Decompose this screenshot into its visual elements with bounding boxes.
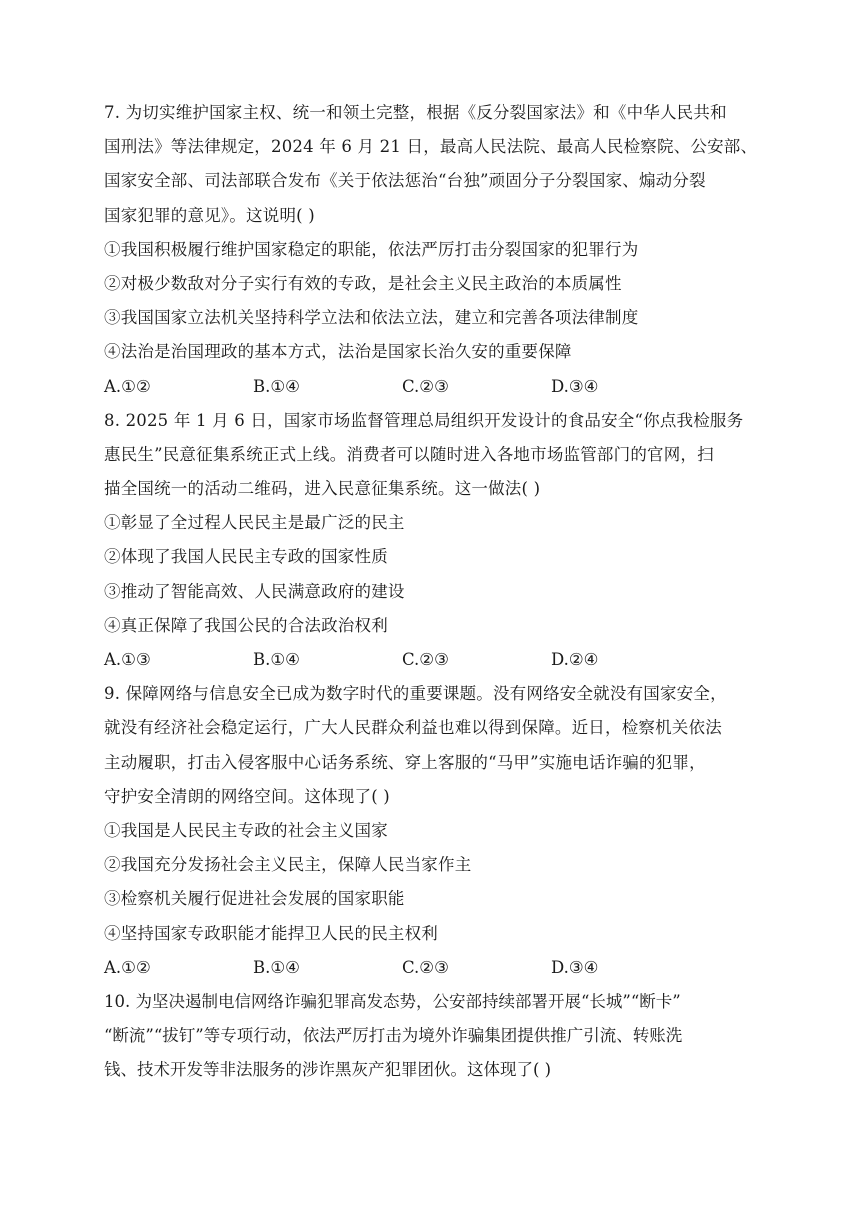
- statement-1: ①我国积极履行维护国家稳定的职能，依法严厉打击分裂国家的犯罪行为: [104, 239, 639, 259]
- question-stem-line: 国家安全部、司法部联合发布《关于依法惩治“台独”顽固分子分裂国家、煽动分裂: [104, 171, 706, 191]
- statement-3: ③检察机关履行促进社会发展的国家职能: [104, 889, 405, 909]
- question-stem-line: 守护安全清朗的网络空间。这体现了( ): [104, 786, 390, 806]
- question-10: [104, 985, 776, 1088]
- statement-1: ①彰显了全过程人民民主是最广泛的民主: [104, 513, 405, 533]
- option-a: A.①②: [104, 376, 151, 396]
- statement-4: ④真正保障了我国公民的合法政治权利: [104, 615, 388, 635]
- answer-options: [104, 370, 776, 404]
- answer-options: [104, 951, 776, 985]
- option-d: D.③④: [551, 957, 599, 977]
- statement-2: ②体现了我国人民民主专政的国家性质: [104, 547, 388, 567]
- answer-options: [104, 643, 776, 677]
- option-c: C.②③: [402, 650, 449, 669]
- statement-2: ②对极少数敌对分子实行有效的专政，是社会主义民主政治的本质属性: [104, 273, 622, 293]
- question-7: [104, 96, 776, 404]
- question-stem-line: 主动履职，打击入侵客服中心话务系统、穿上客服的“马甲”实施电话诈骗的犯罪，: [104, 752, 706, 772]
- question-stem-line: 7. 为切实维护国家主权、统一和领土完整，根据《反分裂国家法》和《中华人民共和: [104, 103, 727, 122]
- question-8: [104, 404, 776, 678]
- option-b: B.①④: [253, 650, 300, 669]
- question-stem-line: “断流”“拔钉”等专项行动，依法严厉打击为境外诈骗集团提供推广引流、转账洗: [104, 1026, 683, 1046]
- statement-2: ②我国充分发扬社会主义民主，保障人民当家作主: [104, 855, 472, 875]
- question-stem-line: 就没有经济社会稳定运行，广大人民群众利益也难以得到保障。近日，检察机关依法: [104, 718, 722, 738]
- statement-3: ③推动了智能高效、人民满意政府的建设: [104, 581, 405, 601]
- option-b: B.①④: [253, 376, 300, 396]
- exam-page: [104, 96, 776, 1087]
- question-stem-line: 描全国统一的活动二维码，进入民意征集系统。这一做法( ): [104, 479, 541, 499]
- question-stem-line: 8. 2025 年 1 月 6 日，国家市场监督管理总局组织开发设计的食品安全“你点我检服务: [104, 410, 744, 430]
- statement-4: ④坚持国家专政职能才能捍卫人民的民主权利: [104, 923, 438, 943]
- statement-4: ④法治是治国理政的基本方式，法治是国家长治久安的重要保障: [104, 342, 572, 362]
- question-stem-line: 惠民生”民意征集系统正式上线。消费者可以随时进入各地市场监管部门的官网，扫: [104, 444, 714, 464]
- question-stem-line: 国刑法》等法律规定，2024 年 6 月 21 日，最高人民法院、最高人民检察院、公安部、: [104, 137, 758, 157]
- option-c: C.②③: [402, 376, 449, 396]
- option-c: C.②③: [402, 957, 449, 977]
- question-stem-line: 钱、技术开发等非法服务的涉诈黑灰产犯罪团伙。这体现了( ): [104, 1060, 552, 1080]
- statement-3: ③我国国家立法机关坚持科学立法和依法立法，建立和完善各项法律制度: [104, 308, 639, 328]
- statement-1: ①我国是人民民主专政的社会主义国家: [104, 820, 388, 840]
- option-a: A.①③: [104, 650, 151, 669]
- option-d: D.③④: [551, 376, 599, 396]
- question-9: [104, 677, 776, 985]
- question-stem-line: 国家犯罪的意见》。这说明( ): [104, 205, 315, 225]
- option-a: A.①②: [104, 957, 151, 977]
- question-stem-line: 10. 为坚决遏制电信网络诈骗犯罪高发态势，公安部持续部署开展“长城”“断卡”: [104, 991, 681, 1011]
- option-b: B.①④: [253, 957, 300, 977]
- question-stem-line: 9. 保障网络与信息安全已成为数字时代的重要课题。没有网络安全就没有国家安全，: [104, 684, 727, 704]
- option-d: D.②④: [551, 650, 599, 669]
